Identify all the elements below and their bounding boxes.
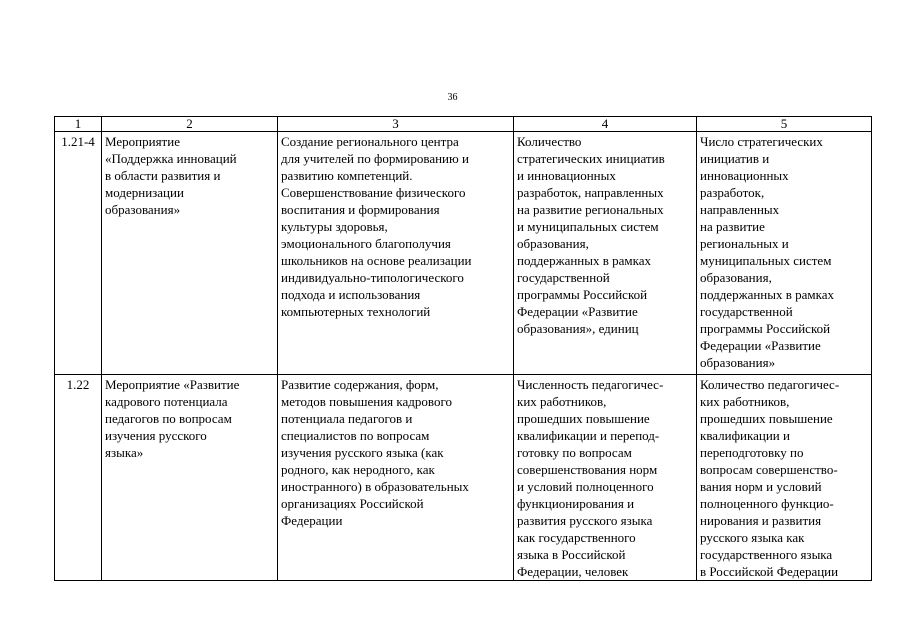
header-col-2: 2	[102, 117, 278, 132]
header-col-4: 4	[514, 117, 697, 132]
table-row	[55, 132, 872, 375]
header-col-5: 5	[697, 117, 872, 132]
table-row	[55, 375, 872, 581]
description-text: Развитие содержания, форм, методов повышения кадрового потенциала педагогов и специалистов по вопросам изучения русского языка (как родного, как неродного, как иностранного) в образовательных организациях Российской Федерации	[281, 377, 469, 528]
indicator-cell	[514, 375, 697, 581]
event-cell	[102, 375, 278, 581]
event-text: Мероприятие «Развитие кадрового потенциала педагогов по вопросам изучения русского языка»	[105, 377, 240, 460]
event-text: Мероприятие «Поддержка инноваций в области развития и модернизации образования»	[105, 134, 237, 217]
result-text: Число стратегических инициатив и инновационных разработок, направленных на развитие региональных и муниципальных систем образования, поддержанных в рамках государственной программы Российской Федерации «Развитие образования»	[700, 134, 835, 370]
result-cell	[697, 375, 872, 581]
page-number: 36	[447, 92, 458, 103]
indicator-text: Количество стратегических инициатив и инновационных разработок, направленных на развитие региональных и муниципальных систем образования, поддержанных в рамках государственной программы Российской Федерации «Развитие образования», единиц	[517, 134, 665, 336]
header-col-3: 3	[278, 117, 514, 132]
description-cell	[278, 375, 514, 581]
row-number: 1.21-4	[55, 132, 102, 375]
description-cell	[278, 132, 514, 375]
event-cell	[102, 132, 278, 375]
indicator-text: Численность педагогичес- ких работников, прошедших повышение квалификации и перепод- готовку по вопросам совершенствования норм и условий полноценного функционирования и развития русского языка как государственного языка в Российской Федерации, человек	[517, 377, 664, 579]
indicator-cell	[514, 132, 697, 375]
result-text: Количество педагогичес- ких работников, прошедших повышение квалификации и переподготовку по вопросам совершенство- вания норм и условий полноценного функцио- нирования и развития русского языка как государственного языка в Российской Федерации	[700, 377, 840, 579]
header-col-1: 1	[55, 117, 102, 132]
description-text: Создание регионального центра для учителей по формированию и развитию компетенций. Совершенствование физического воспитания и формирования культуры здоровья, эмоционального благополучия школьников на основе реализации индивидуально-типологического подхода и использования компьютерных технологий	[281, 134, 472, 319]
header-row	[55, 117, 872, 132]
program-table	[54, 116, 872, 581]
row-number: 1.22	[55, 375, 102, 581]
result-cell	[697, 132, 872, 375]
